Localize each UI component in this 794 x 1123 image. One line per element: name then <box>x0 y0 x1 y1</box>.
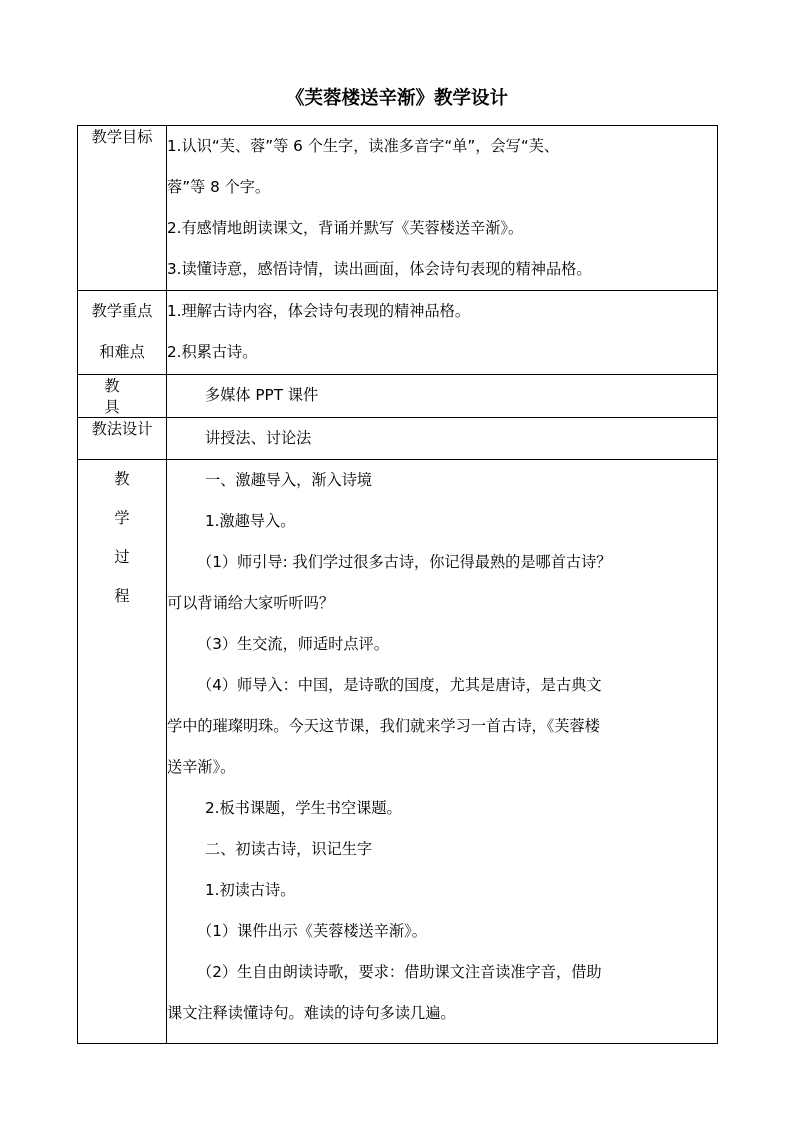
row-goals <box>78 126 718 291</box>
label-key-points <box>78 291 167 375</box>
process-line: （2）生自由朗读诗歌，要求：借助课文注音读准字音，借助 <box>197 963 602 981</box>
row-tools <box>78 375 718 418</box>
goal-line: 2.有感情地朗读课文，背诵并默写《芙蓉楼送辛渐》。 <box>167 219 524 237</box>
process-line: 可以背诵给大家听听吗？ <box>167 594 335 612</box>
label-process-char: 教 <box>114 470 130 488</box>
label-process-char: 程 <box>114 587 130 605</box>
label-goals: 教学目标 <box>78 126 167 291</box>
label-process-char: 过 <box>114 548 130 566</box>
goal-line: 3.读懂诗意，感悟诗情，读出画面，体会诗句表现的精神品格。 <box>167 260 592 278</box>
tools-text: 多媒体 PPT 课件 <box>205 386 319 404</box>
process-line: （1）课件出示《芙蓉楼送辛渐》。 <box>197 922 427 940</box>
methods-text: 讲授法、讨论法 <box>205 429 312 447</box>
content-key-points <box>167 291 718 375</box>
process-line: 一、激趣导入，渐入诗境 <box>205 471 373 489</box>
row-process <box>78 460 718 1044</box>
lesson-plan-table <box>77 125 718 1044</box>
content-methods <box>167 418 718 460</box>
label-key-points-line1: 教学重点 <box>91 302 153 320</box>
label-tools-text: 教 具 <box>104 377 140 416</box>
process-line: 学中的璀璨明珠。今天这节课，我们就来学习一首古诗，《芙蓉楼 <box>167 717 600 735</box>
key-point-line: 2.积累古诗。 <box>167 343 258 361</box>
label-methods: 教法设计 <box>78 418 167 460</box>
content-goals <box>167 126 718 291</box>
process-line: 1.激趣导入。 <box>205 512 296 530</box>
row-methods <box>78 418 718 460</box>
process-line: （3）生交流，师适时点评。 <box>197 635 389 653</box>
content-tools <box>167 375 718 418</box>
process-line: 二、初读古诗，识记生字 <box>205 840 373 858</box>
content-process <box>167 460 718 1044</box>
process-line: （1）师引导: 我们学过很多古诗，你记得最熟的是哪首古诗？ <box>197 553 612 571</box>
process-line: （4）师导入：中国，是诗歌的国度，尤其是唐诗，是古典文 <box>197 676 602 694</box>
label-tools <box>78 375 167 418</box>
process-line: 1.初读古诗。 <box>205 881 296 899</box>
process-line: 2.板书课题，学生书空课题。 <box>205 799 402 817</box>
goal-line: 蓉”等 8 个字。 <box>167 178 271 196</box>
key-point-line: 1.理解古诗内容，体会诗句表现的精神品格。 <box>167 302 471 320</box>
label-process-char: 学 <box>114 509 130 527</box>
row-key-points <box>78 291 718 375</box>
document-title: 《芙蓉楼送辛渐》教学设计 <box>285 88 508 109</box>
process-line: 课文注释读懂诗句。难读的诗句多读几遍。 <box>167 1004 456 1022</box>
goal-line: 1.认识“芙、蓉”等 6 个生字，读准多音字“单”，会写“芙、 <box>167 137 560 155</box>
label-process <box>78 460 167 1044</box>
process-line: 送辛渐》。 <box>167 758 236 776</box>
label-key-points-line2: 和难点 <box>99 343 145 361</box>
